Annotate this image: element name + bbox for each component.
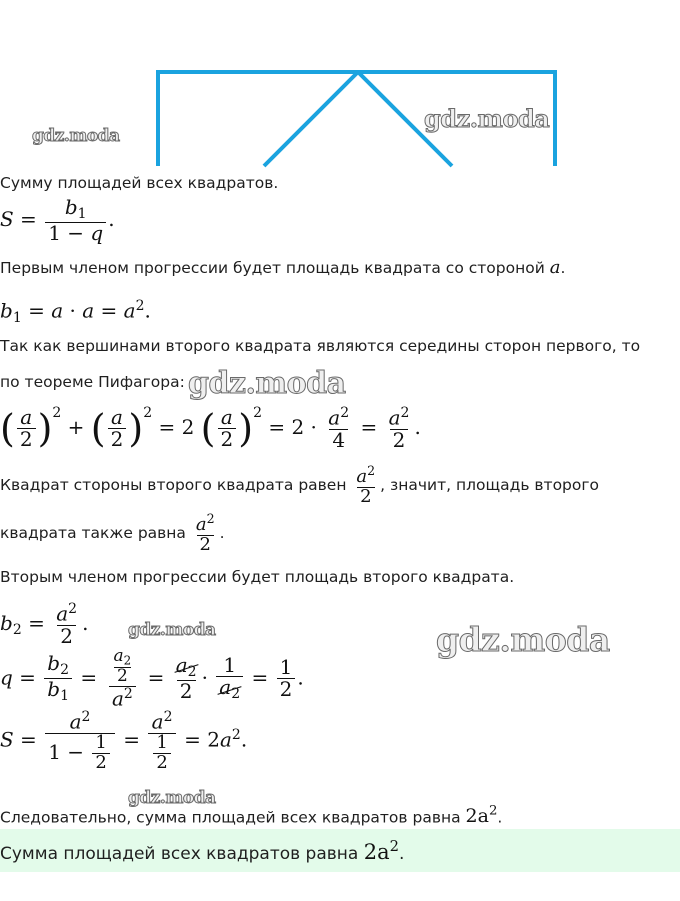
watermark: gdz.moda [424, 104, 550, 133]
watermark: gdz.moda [128, 620, 216, 640]
watermark: gdz.moda [32, 126, 120, 146]
watermark: gdz.moda [188, 366, 346, 401]
second-term-text: Вторым членом прогрессии будет площадь второго квадрата. [0, 568, 515, 586]
square-side-text-line2: квадрата также равна $\frac{a^2}{2}$ . [0, 511, 225, 555]
pythagoras-formula: ( $\frac{a}{2}$ )$^2$ + ( $\frac{a}{2}$ )$^2$ = 2 ( $\frac{a}{2}$ )$^2$ = 2 · $\frac{a^2}{4}$ = $\frac{a^2}{2}$ . [0, 404, 421, 452]
answer-text: Сумма площадей всех квадратов равна $2a^2$. [0, 838, 405, 865]
watermark: gdz.moda [436, 620, 610, 659]
ratio-formula: q = $\frac{b_2}{b_1}$ = $\frac{\frac{a_2}{2}}{a^2}$ = $\frac{a_2}{2}$ · $\frac{1}{a_2}$ = $\frac{1}{2}$ . [0, 646, 304, 711]
square-side-text-line1: Квадрат стороны второго квадрата равен $\frac{a^2}{2}$ , значит, площадь второго [0, 463, 600, 507]
first-term-formula: $b_1 = a \cdot a = a^2$. [0, 298, 151, 326]
first-term-text: Первым членом прогрессии будет площадь квадрата со стороной a. [0, 257, 566, 278]
watermark: gdz.moda [128, 788, 216, 808]
vertices-text-line1: Так как вершинами второго квадрата являются середины сторон первого, то [0, 337, 641, 355]
sum-result-formula: S = $a^2$ 1 − $\frac{1}{2}$ = $\frac{a^2}{\frac{1}{2}}$ = $2a^2$. [0, 709, 248, 773]
sum-formula: S = $\frac{b_1}{1 - q}$ . [0, 195, 115, 245]
vertices-text-line2: по теореме Пифагора: [0, 373, 185, 391]
inner-square-left-edge [264, 72, 358, 166]
sum-intro-text: Сумму площадей всех квадратов. [0, 174, 279, 192]
conclusion-text: Следовательно, сумма площадей всех квадратов равна $2a^2$. [0, 804, 503, 828]
second-term-formula: $b_2$ = $\frac{a^2}{2}$ . [0, 601, 89, 648]
